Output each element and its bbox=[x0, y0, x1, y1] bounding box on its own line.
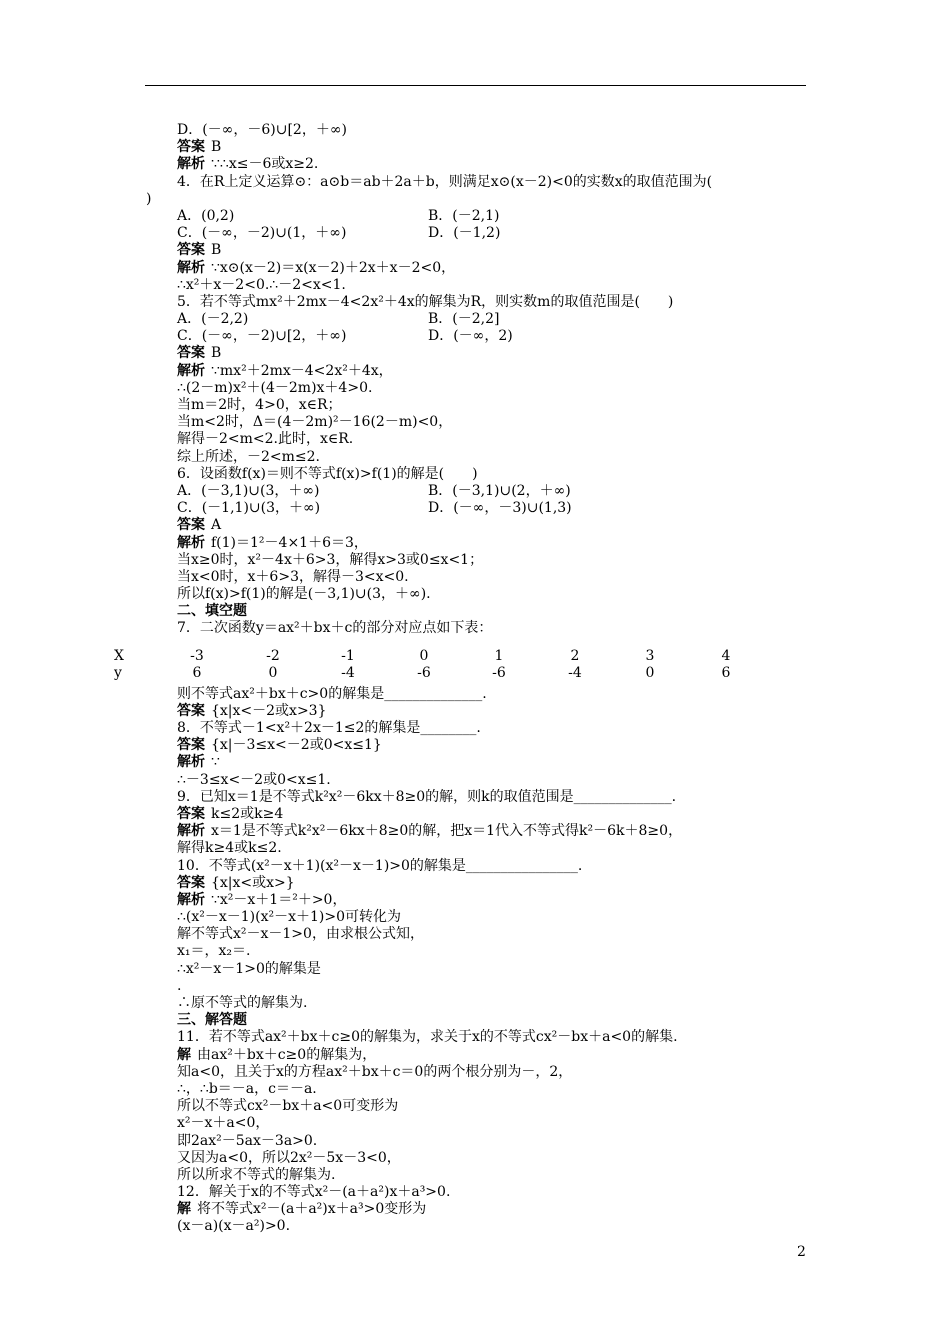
option: D．(－1,2) bbox=[428, 225, 501, 242]
option: B．(－2,2] bbox=[428, 311, 500, 328]
option: B．(－2,1) bbox=[428, 207, 500, 224]
text-line: 9．已知x＝1是不等式k²x²－6kx＋8≥0的解，则k的取值范围是______________. bbox=[177, 788, 677, 805]
answer-line bbox=[177, 875, 817, 892]
table-cell: -4 bbox=[568, 664, 582, 681]
line-text: ∵x⊙(x－2)＝x(x－2)＋2x＋x－2<0， bbox=[211, 259, 456, 276]
answer-line bbox=[177, 823, 817, 840]
table-cell: 3 bbox=[645, 647, 655, 664]
section-heading: 三、解答题 bbox=[177, 1012, 247, 1029]
text-line: 即2ax²－5ax－3a>0. bbox=[177, 1132, 318, 1149]
text-block-2 bbox=[177, 686, 817, 1236]
line-label: 答案 bbox=[177, 805, 205, 822]
line-text: 由ax²＋bx＋c≥0的解集为， bbox=[197, 1046, 377, 1063]
text-line: ∴(x²－x－1)(x²－x＋1)>0可转化为 bbox=[177, 909, 402, 926]
options-line bbox=[177, 328, 817, 345]
text-line: x²－x＋a<0， bbox=[177, 1115, 270, 1132]
option: A．(0,2) bbox=[177, 207, 235, 224]
line-label: 答案 bbox=[177, 345, 205, 362]
text-line: ) bbox=[146, 190, 152, 207]
option: B．(－3,1)∪(2，＋∞) bbox=[428, 482, 571, 499]
options-line bbox=[177, 311, 817, 328]
text-line: x₁＝，x₂＝. bbox=[177, 943, 251, 960]
table-row-label-x: X bbox=[114, 647, 124, 664]
table-cell: 6 bbox=[192, 664, 202, 681]
answer-line bbox=[177, 345, 817, 362]
text-line: 11．若不等式ax²＋bx＋c≥0的解集为，求关于x的不等式cx²－bx＋a<0的解集. bbox=[177, 1029, 678, 1046]
text-line: D．(－∞，－6)∪[2，＋∞) bbox=[177, 122, 347, 138]
page-content bbox=[114, 122, 817, 1236]
text-line: ∴x²＋x－2<0.∴－2<x<1. bbox=[177, 276, 346, 293]
answer-line bbox=[177, 737, 817, 754]
option: C．(－∞，－2)∪(1，＋∞) bbox=[177, 225, 347, 242]
line-text: A bbox=[211, 517, 222, 534]
line-label: 答案 bbox=[177, 242, 205, 259]
option: A．(－2,2) bbox=[177, 311, 249, 328]
line-label: 解析 bbox=[177, 891, 205, 908]
option: D．(－∞，2) bbox=[428, 328, 513, 345]
options-line bbox=[177, 483, 817, 500]
line-text: ∵∴x≤－6或x≥2. bbox=[211, 156, 319, 173]
text-line: 4．在R上定义运算⊙：a⊙b＝ab＋2a＋b，则满足x⊙(x－2)<0的实数x的取值范围为( bbox=[177, 173, 713, 190]
text-line: 12．解关于x的不等式x²－(a＋a²)x＋a³>0. bbox=[177, 1184, 451, 1201]
value-table bbox=[114, 647, 817, 686]
header-rule bbox=[145, 85, 806, 86]
text-line: 综上所述，－2<m≤2. bbox=[177, 448, 321, 465]
option: C．(－1,1)∪(3，＋∞) bbox=[177, 500, 321, 517]
answer-line bbox=[177, 260, 817, 277]
text-line: ∴－3≤x<－2或0<x≤1. bbox=[177, 771, 331, 788]
table-cell: -3 bbox=[190, 647, 204, 664]
text-line: . bbox=[177, 977, 182, 994]
text-line: 知a<0，且关于x的方程ax²＋bx＋c＝0的两个根分别为－，2， bbox=[177, 1063, 573, 1080]
text-line: 所以不等式cx²－bx＋a<0可变形为 bbox=[177, 1098, 399, 1115]
line-text: ∵ bbox=[211, 754, 220, 771]
table-cell: -4 bbox=[341, 664, 355, 681]
page-number: 2 bbox=[797, 1244, 806, 1260]
text-line: 当m<2时，Δ＝(4－2m)²－16(2－m)<0， bbox=[177, 414, 453, 431]
line-label: 解析 bbox=[177, 754, 205, 771]
answer-line bbox=[177, 806, 817, 823]
section-heading: 二、填空题 bbox=[177, 603, 247, 620]
table-cell: 2 bbox=[570, 647, 580, 664]
line-label: 解析 bbox=[177, 156, 205, 173]
line-text: 将不等式x²－(a＋a²)x＋a³>0变形为 bbox=[197, 1201, 427, 1218]
line-label: 解析 bbox=[177, 362, 205, 379]
text-line: 解得－2<m<2.此时，x∈R. bbox=[177, 431, 354, 448]
text-line: ∴，∴b＝－a，c＝－a. bbox=[177, 1080, 317, 1097]
line-text: {x|－3≤x<－2或0<x≤1} bbox=[211, 737, 382, 754]
table-row-label-y: y bbox=[114, 664, 122, 681]
option: C．(－∞，－2)∪[2，＋∞) bbox=[177, 328, 347, 345]
answer-line bbox=[177, 892, 817, 909]
text-line: 所以f(x)>f(1)的解是(－3,1)∪(3，＋∞). bbox=[177, 586, 431, 603]
table-cell: 1 bbox=[494, 647, 504, 664]
text-line: ∴(2－m)x²＋(4－2m)x＋4>0. bbox=[177, 379, 373, 396]
options-line bbox=[177, 500, 817, 517]
table-cell: 0 bbox=[645, 664, 655, 681]
text-line: ∴x²－x－1>0的解集是 bbox=[177, 960, 321, 977]
options-line bbox=[177, 225, 817, 242]
text-line: 又因为a<0，所以2x²－5x－3<0， bbox=[177, 1149, 401, 1166]
answer-line bbox=[177, 517, 817, 534]
options-line bbox=[177, 208, 817, 225]
text-block-1 bbox=[146, 122, 817, 638]
answer-line bbox=[177, 139, 817, 156]
text-line: 当x≥0时，x²－4x＋6>3，解得x>3或0≤x<1； bbox=[177, 551, 484, 568]
line-label: 答案 bbox=[177, 139, 205, 156]
line-label: 解 bbox=[177, 1201, 191, 1218]
text-line: (x－a)(x－a²)>0. bbox=[177, 1218, 291, 1235]
answer-line bbox=[177, 242, 817, 259]
line-label: 解析 bbox=[177, 823, 205, 840]
text-line: 10．不等式(x²－x＋1)(x²－x－1)>0的解集是________________. bbox=[177, 857, 583, 874]
line-text: B bbox=[211, 242, 222, 259]
answer-line bbox=[177, 535, 817, 552]
line-text: ∵mx²＋2mx－4<2x²＋4x， bbox=[211, 362, 393, 379]
line-label: 解析 bbox=[177, 534, 205, 551]
option: A．(－3,1)∪(3，＋∞) bbox=[177, 482, 320, 499]
table-cell: -6 bbox=[417, 664, 431, 681]
table-cell: 0 bbox=[419, 647, 429, 664]
table-cell: -6 bbox=[492, 664, 506, 681]
line-label: 解 bbox=[177, 1046, 191, 1063]
text-line: ∴原不等式的解集为. bbox=[177, 995, 308, 1011]
line-text: {x|x<－2或x>3} bbox=[211, 702, 327, 719]
table-cell: 6 bbox=[721, 664, 731, 681]
table-cell: 0 bbox=[268, 664, 278, 681]
line-text: ∵x²－x＋1＝²＋>0， bbox=[211, 891, 347, 908]
text-line: 所以所求不等式的解集为. bbox=[177, 1166, 336, 1183]
answer-line bbox=[177, 1201, 817, 1218]
line-text: k≤2或k≥4 bbox=[211, 805, 284, 822]
text-line: 7．二次函数y＝ax²＋bx＋c的部分对应点如下表： bbox=[177, 620, 493, 637]
line-label: 解析 bbox=[177, 259, 205, 276]
line-text: x＝1是不等式k²x²－6kx＋8≥0的解，把x＝1代入不等式得k²－6k＋8≥0， bbox=[211, 823, 683, 840]
answer-line bbox=[177, 156, 817, 173]
text-line: 解不等式x²－x－1>0，由求根公式知， bbox=[177, 926, 424, 943]
text-line: 解得k≥4或k≤2. bbox=[177, 840, 282, 857]
answer-line bbox=[177, 363, 817, 380]
text-line: 则不等式ax²＋bx＋c>0的解集是______________. bbox=[177, 685, 487, 702]
line-text: B bbox=[211, 139, 222, 156]
text-line: 当x<0时，x＋6>3，解得－3<x<0. bbox=[177, 568, 409, 585]
table-cell: -2 bbox=[266, 647, 280, 664]
line-text: B bbox=[211, 345, 222, 362]
text-line: 当m＝2时，4>0，x∈R； bbox=[177, 397, 342, 413]
line-text: f(1)＝1²－4×1＋6＝3， bbox=[211, 534, 368, 551]
table-cell: -1 bbox=[341, 647, 355, 664]
line-label: 答案 bbox=[177, 737, 205, 754]
line-label: 答案 bbox=[177, 874, 205, 891]
text-line: 5．若不等式mx²＋2mx－4<2x²＋4x的解集为R，则实数m的取值范围是( ) bbox=[177, 293, 674, 310]
text-line: 8．不等式－1<x²＋2x－1≤2的解集是________. bbox=[177, 720, 481, 736]
line-label: 答案 bbox=[177, 517, 205, 534]
option: D．(－∞，－3)∪(1,3) bbox=[428, 500, 572, 517]
line-label: 答案 bbox=[177, 702, 205, 719]
text-line: 6．设函数f(x)＝则不等式f(x)>f(1)的解是( ) bbox=[177, 465, 478, 482]
table-cell: 4 bbox=[721, 647, 731, 664]
line-text: {x|x<或x>} bbox=[211, 874, 295, 891]
answer-line bbox=[177, 1047, 817, 1064]
answer-line bbox=[177, 703, 817, 720]
answer-line bbox=[177, 754, 817, 771]
